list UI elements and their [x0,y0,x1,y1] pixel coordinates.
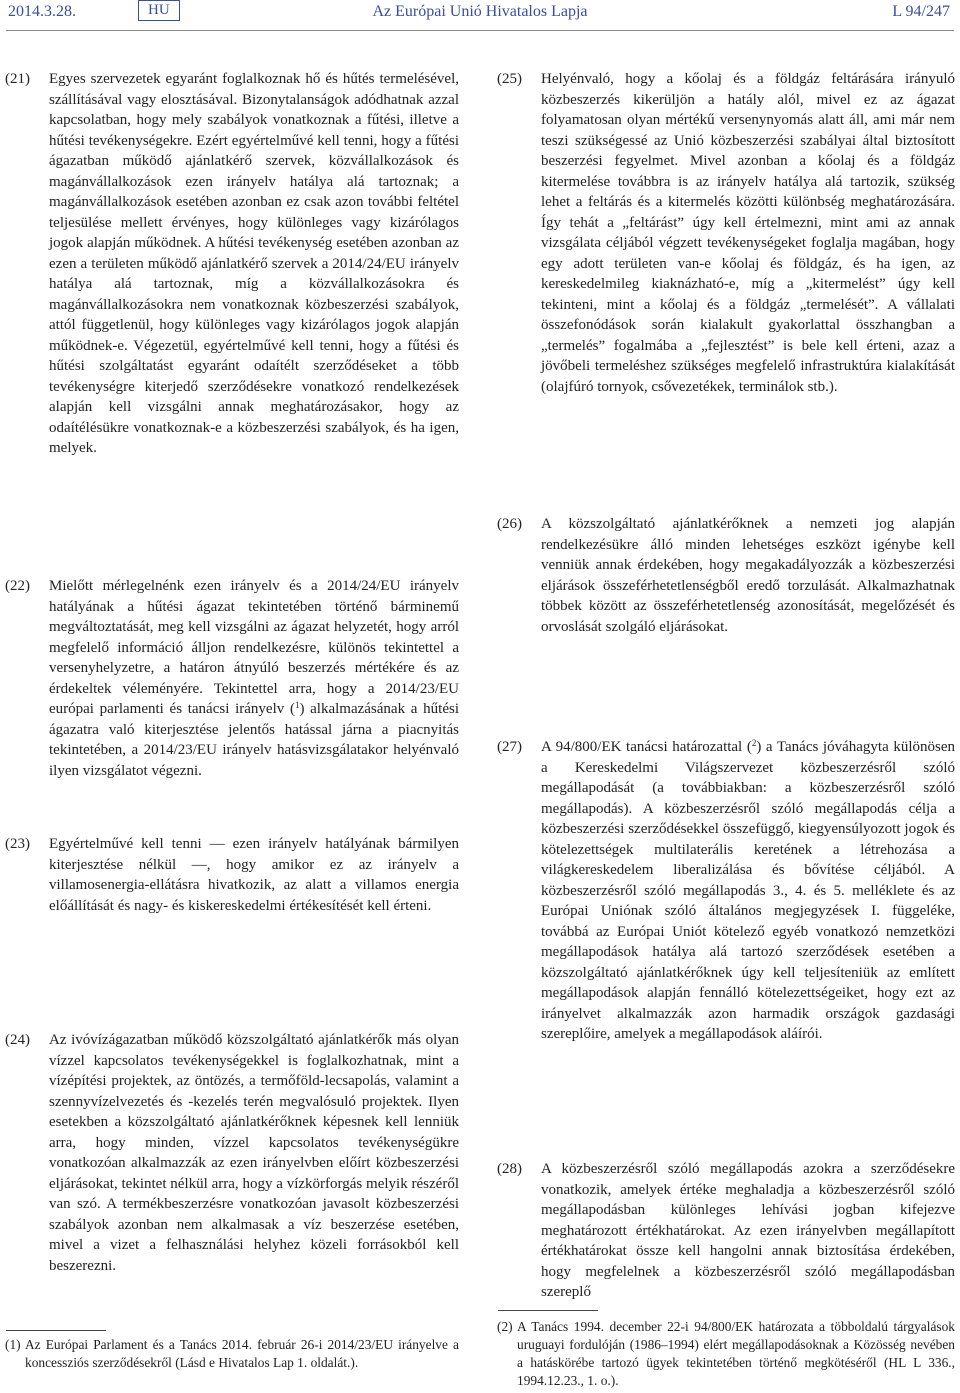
recital-text: Mielőtt mérlegelnénk ezen irányelv és a 2014/24/EU irányelv hatályának a hűtési ágazat tekintetében történő bárminemű megváltoztatását, meg kell vizsgálni az ágazat helyzetét, hogy arról megfelelő információ álljon rendelkezésre, különös tekintettel a versenyhelyzetre, a határon átnyúló beszerzés mértékére és az érdekeltek véleményére. Tekintettel arra, hogy a 2014/23/EU európai parlamenti és tanácsi irányelv ($^1$) alkalmazásának a hűtési ágazatra való kiterjesztése jelentős hatással járna a piacnyitás tekintetében, a 2014/23/EU irányelv hatásvizsgálatakor helyénvaló ilyen vizsgálatot végezni. [49,578,459,779]
language-badge: HU [138,0,180,21]
recital-text: Egyértelművé kell tenni ― ezen irányelv hatályának bármilyen kiterjesztése nélkül ―, hogy amikor ez az irányelv a villamosenergia-ellátásra hivatkozik, az alatt a villamos energia előállítását és nagy- és kiskereskedelmi értékesítését kell érteni. [49,836,459,914]
footnote-mark: (1) [5,1337,21,1352]
footnote-1 [5,1336,459,1372]
footnote-ref-1[interactable]: 1 [294,700,300,710]
recital-number: (22) [5,578,30,594]
footnote-divider-left [6,1330,106,1331]
recital-number: (27) [497,739,522,755]
recital-28 [497,1159,955,1303]
recital-number: (26) [497,516,522,532]
recital-25 [497,69,955,397]
recital-21 [5,69,459,459]
recital-27 [497,737,955,1045]
recital-number: (25) [497,71,522,87]
footnote-text: Az Európai Parlament és a Tanács 2014. február 26-i 2014/23/EU irányelve a koncessziós szerződésekről (Lásd e Hivatalos Lap 1. oldalát.). [25,1337,459,1370]
recital-text: Helyénvaló, hogy a kőolaj és a földgáz feltárására irányuló közbeszerzés kikerüljön a hatály alól, mivel ez az ágazat folyamatosan olyan mértékű versenynyomás alatt áll, ami már nem teszi szükségessé az Unió közbeszerzési szabályai által biztosított beszerzési fegyelmet. Mivel azonban a kőolaj és a földgáz kitermelése továbbra is az irányelv hatálya alá tartozik, szükség lehet a feltárás és a kitermelés közötti különbség meghatározására. Így tehát a „feltárást” úgy kell értelmezni, mint ami az annak vizsgálata céljából végzett tevékenységeket foglalja magában, hogy egy adott területen van-e kőolaj és földgáz, és ha igen, az kereskedelmileg kiaknázható-e, míg a „kitermelést” úgy kell tekinteni, mint a kőolaj és a földgáz „termelését”. A vállalati összefonódások során kialakult gyakorlattal összhangban a „termelés” fogalmába a „fejlesztést” is bele kell érteni, azaz a jövőbeli termeléshez szükséges megfelelő infrastruktúra kialakítását (olajfúró tornyok, csővezetékek, terminálok stb.). [541,71,955,395]
recital-number: (28) [497,1161,522,1177]
footnote-ref-2[interactable]: 2 [751,738,757,748]
footnote-mark: (2) [497,1319,513,1334]
recital-text: Egyes szervezetek egyaránt foglalkoznak hő és hűtés termelésével, szállításával vagy elosztásával. Bizonytalanságok adódhatnak azzal kapcsolatban, hogy mely szabályok vonatkoznak a fűtési, illetve a hűtési tevékenységekre. Ezért egyértelművé kell tenni, hogy a fűtési ágazatban működő ajánlatkérő szervek, közvállalkozások és magánvállalkozások ezen irányelv hatálya alá tartoznak; a magánvállalkozások esetében azonban ez csak azon további feltétel teljesülése mellett érvényes, hogy különleges vagy kizárólagos jogok alapján működnek. A hűtési tevékenység esetében azonban az ezen a területen működő ajánlatkérő szervek a 2014/24/EU irányelv hatálya alá tartoznak, míg a közvállalkozásokra és magánvállalkozásokra nem vonatkoznak közbeszerzési szabályok, attól függetlenül, hogy különleges vagy kizárólagos jogok alapján működnek-e. Végezetül, egyértelművé kell tenni, hogy a fűtési és hűtési szolgáltatást egyaránt odaítélt szerződéseket a több tevékenységre kiterjedő szerződésekre vonatkozó rendelkezések alapján kell vizsgálni annak meghatározásakor, hogy az odaítélésükre vonatkoznak-e a közbeszerzési szabályok, és ha igen, melyek. [49,71,459,456]
recital-text: Az ivóvízágazatban működő közszolgáltató ajánlatkérők más olyan vízzel kapcsolatos tevékenységekkel is foglalkozhatnak, mint a vízépítési projektek, az öntözés, a termőföld-lecsapolás, valamint a szennyvízelvezetés és -kezelés terén megvalósuló projektek. Ilyen esetekben a közszolgáltató ajánlatkérőknek képesnek kell lenniük arra, hogy minden, vízzel kapcsolatos tevékenységükre vonatkozóan alkalmazzák az ezen irányelvben előírt közbeszerzési eljárásokat, tekintet nélkül arra, hogy a vízkörforgás melyik részéről van szó. A termékbeszerzésre vonatkozóan javasolt közbeszerzési szabályok azonban nem alkalmasak a víz beszerzése esetében, mivel a vizet a felhasználási helyhez közeli forrásokból kell beszerezni. [49,1032,459,1274]
recital-26 [497,514,955,637]
page-reference: L 94/247 [892,3,950,20]
page-header [6,0,954,31]
footnote-text: A Tanács 1994. december 22-i 94/800/EK határozata a többoldalú tárgyalások uruguayi fordulóján (1986–1994) elért megállapodásoknak a Közösség nevében a hatáskörébe tartozó ügyek tekintetében történő megkötéséről (HL L 336., 1994.12.23., 1. o.). [517,1319,955,1388]
recital-text: A 94/800/EK tanácsi határozattal ($^2$) a Tanács jóváhagyta különösen a Kereskedelmi Világszervezet közbeszerzésről szóló megállapodását (a továbbiakban: a közbeszerzésről szóló megállapodás). A közbeszerzésről szóló megállapodás célja a közbeszerzési szerződésekkel összefüggő, kiegyensúlyozott jogok és kötelezettségek multilaterális keretének a létrehozása a világkereskedelem liberalizálása és bővítése céljából. A közbeszerzésről szóló megállapodás 3., 4. és 5. melléklete és az Európai Uniónak szóló általános megjegyzések I. függeléke, továbbá az Európai Uniót kötelező egyéb vonatkozó nemzetközi megállapodások hatálya alá tartozó szerződések esetében a közszolgáltató ajánlatkérőknek úgy kell teljesíteniük az említett megállapodások alapján fennálló kötelezettségeiket, hogy ezt az irányelvet alkalmazzák azon harmadik országok gazdasági szereplőire, amelyek a megállapodások aláírói. [541,738,955,1042]
publication-date: 2014.3.28. [8,3,76,20]
recital-text: A közbeszerzésről szóló megállapodás azokra a szerződésekre vonatkozik, amelyek értéke meghaladja a közbeszerzésről szóló megállapodásban különleges lehívási jogban kifejezve meghatározott értékhatárokat. Az ezen irányelvben megállapított értékhatárokat össze kell hangolni annak biztosítása érdekében, hogy megfelelnek a közbeszerzésről szóló megállapodásban szereplő [541,1161,955,1300]
footnote-divider-right [498,1310,598,1311]
recital-text: A közszolgáltató ajánlatkérőknek a nemzeti jog alapján rendelkezésükre álló minden lehetséges eszközt igénybe kell venniük annak érdekében, hogy megakadályozzák a közbeszerzési eljárások összeférhetetlenségből eredő torzulását. Alkalmazhatnak többek között az összeférhetetlenség azonosítását, megelőzését és orvoslását szolgáló eljárásokat. [541,516,955,635]
recital-number: (21) [5,71,30,87]
recital-22 [5,576,459,781]
recital-23 [5,834,459,916]
footnote-2 [497,1318,955,1390]
journal-title: Az Európai Unió Hivatalos Lapja [372,3,588,20]
recital-24 [5,1030,459,1276]
recital-number: (23) [5,836,30,852]
recital-number: (24) [5,1032,30,1048]
